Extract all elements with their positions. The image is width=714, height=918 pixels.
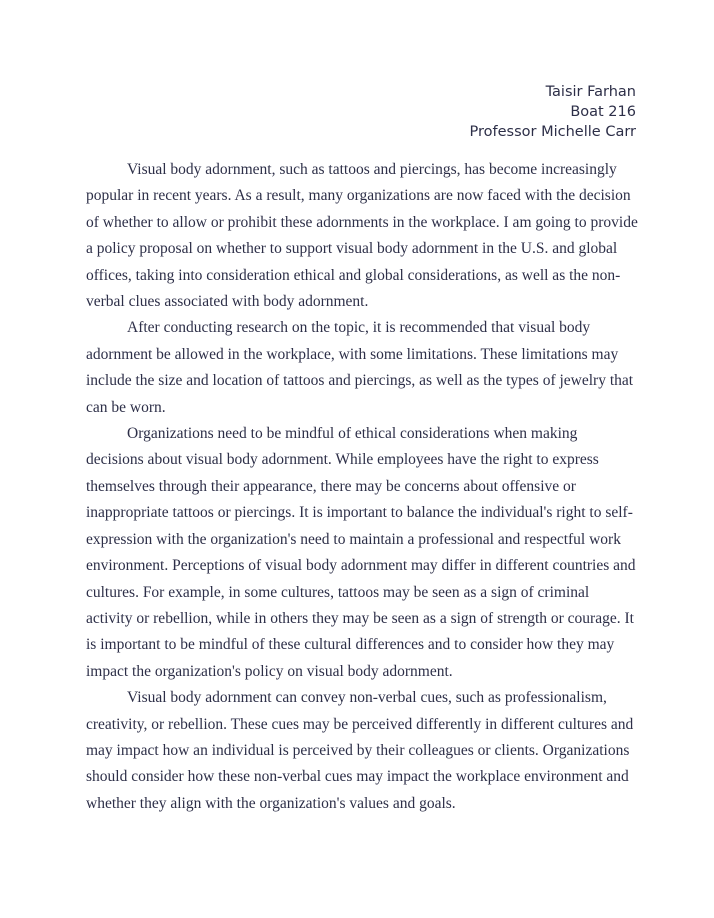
author-name: Taisir Farhan [545,84,636,100]
professor-name: Professor Michelle Carr [469,124,636,140]
paragraph-4: Visual body adornment can convey non-verbal cues, such as professionalism, creativity, or rebellion. These cues may be perceived differently in different cultures and may impact how an individual is perceived by their colleagues or clients. Organizations should consider how these non-verbal cues may impact the workplace environment and whether they align with the organization's values and goals. [86,689,634,812]
course-name: Boat 216 [570,104,636,120]
paragraph-1: Visual body adornment, such as tattoos and piercings, has become increasingly popular in recent years. As a result, many organizations are now faced with the decision of whether to allow or prohibit these adornments in the workplace. I am going to provide a policy proposal on whether to support visual body adornment in the U.S. and global offices, taking into consideration ethical and global considerations, as well as the non-verbal clues associated with body adornment. [86,161,638,311]
document-header [470,82,636,142]
paragraph-3: Organizations need to be mindful of ethical considerations when making decisions about visual body adornment. While employees have the right to express themselves through their appearance, there may be concerns about offensive or inappropriate tattoos or piercings. It is important to balance the individual's right to self-expression with the organization's need to maintain a professional and respectful work environment. Perceptions of visual body adornment may differ in different countries and cultures. For example, in some cultures, tattoos may be seen as a sign of criminal activity or rebellion, while in others they may be seen as a sign of strength or courage. It is important to be mindful of these cultural differences and to consider how they may impact the organization's policy on visual body adornment. [86,425,636,680]
document-body [86,157,638,817]
paragraph-2: After conducting research on the topic, it is recommended that visual body adornment be allowed in the workplace, with some limitations. These limitations may include the size and location of tattoos and piercings, as well as the types of jewelry that can be worn. [86,319,634,416]
